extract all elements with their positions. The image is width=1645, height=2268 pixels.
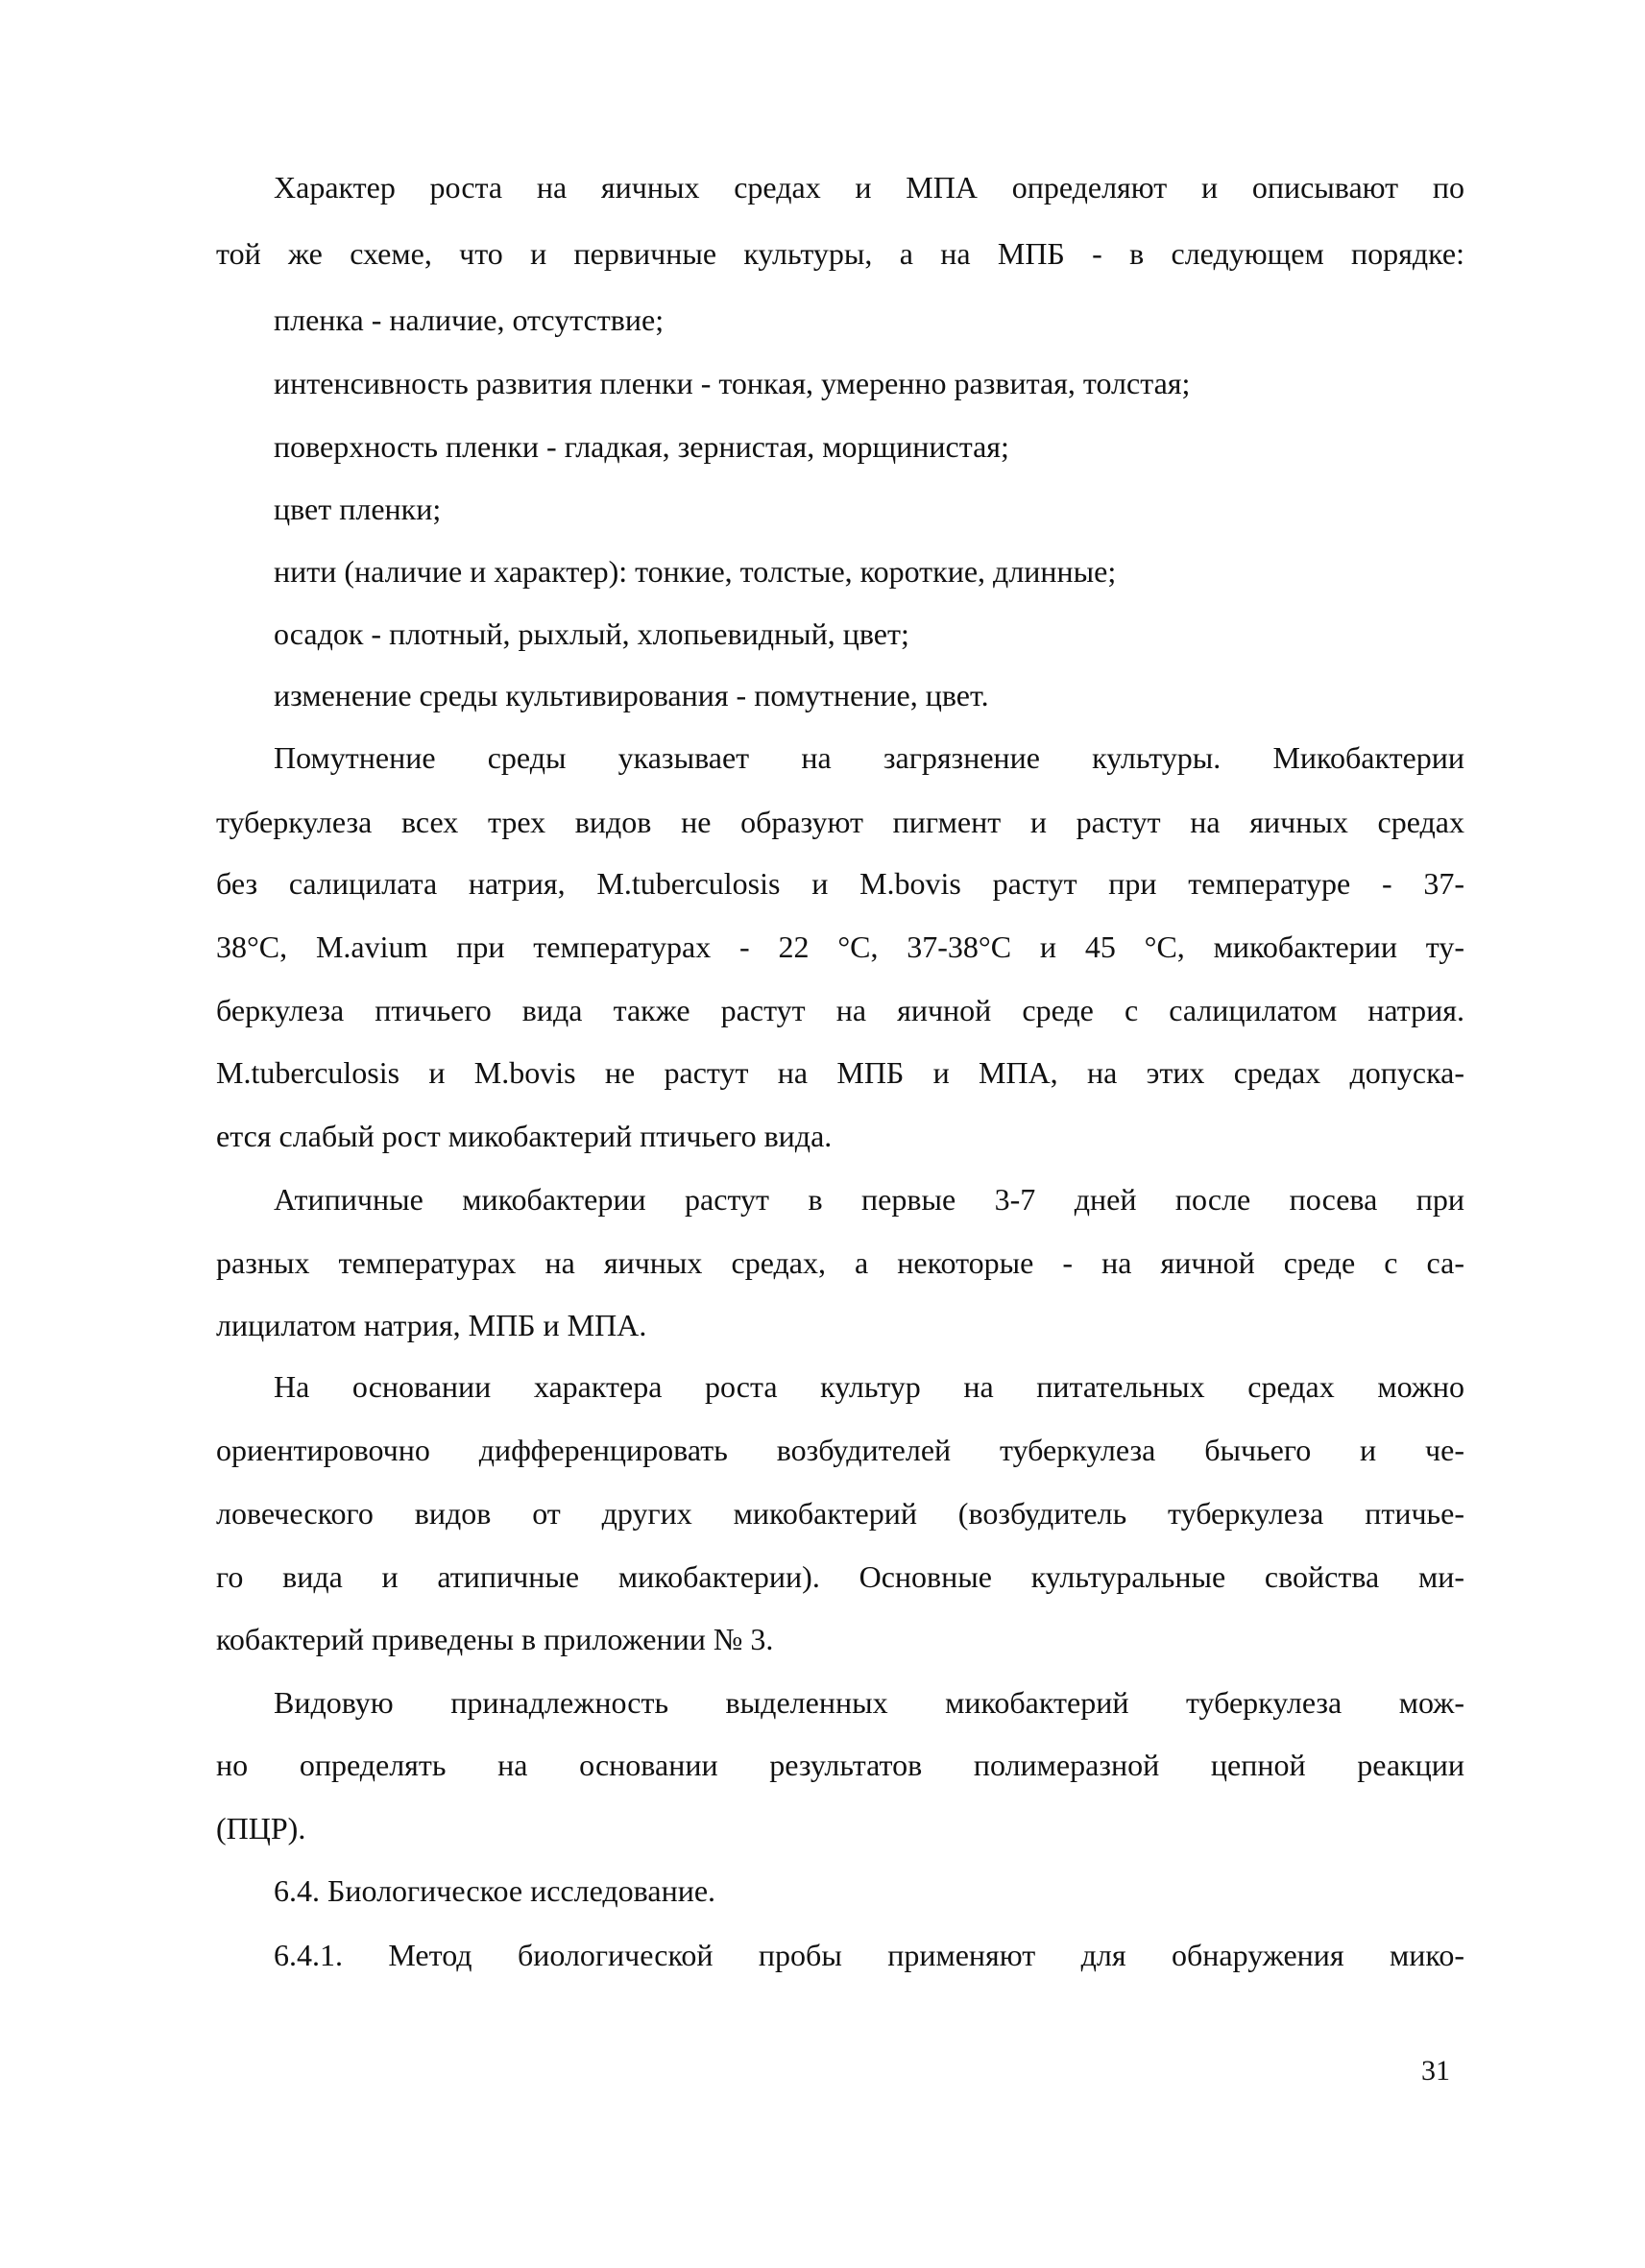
text-line: 38°C, M.avium при температурах - 22 °C, 37-38°C и 45 °C, микобактерии ту- — [216, 929, 1464, 964]
text-line: (ПЦР). — [216, 1811, 306, 1846]
text-line: нити (наличие и характер): тонкие, толстые, короткие, длинные; — [274, 554, 1117, 589]
text-line: туберкулеза всех трех видов не образуют пигмент и растут на яичных средах — [216, 805, 1464, 839]
text-line: поверхность пленки - гладкая, зернистая, морщинистая; — [274, 429, 1009, 464]
text-line: осадок - плотный, рыхлый, хлопьевидный, цвет; — [274, 616, 909, 651]
text-line: без салицилата натрия, M.tuberculosis и M.bovis растут при температуре - 37- — [216, 866, 1464, 901]
text-line: Характер роста на яичных средах и МПА определяют и описывают по — [274, 170, 1464, 205]
text-line: Атипичные микобактерии растут в первые 3-7 дней после посева при — [274, 1182, 1464, 1217]
text-line: цвет пленки; — [274, 492, 442, 526]
text-line: На основании характера роста культур на питательных средах можно — [274, 1369, 1464, 1404]
text-line: Видовую принадлежность выделенных микобактерий туберкулеза мож- — [274, 1685, 1464, 1720]
text-line: изменение среды культивирования - помутнение, цвет. — [274, 678, 989, 712]
text-line: 6.4.1. Метод биологической пробы применяют для обнаружения мико- — [274, 1938, 1464, 1972]
text-line: беркулеза птичьего вида также растут на яичной среде с салицилатом натрия. — [216, 993, 1464, 1027]
text-line: Помутнение среды указывает на загрязнение культуры. Микобактерии — [274, 740, 1464, 775]
text-line: ловеческого видов от других микобактерий (возбудитель туберкулеза птичье- — [216, 1496, 1464, 1531]
text-line: интенсивность развития пленки - тонкая, умеренно развитая, толстая; — [274, 366, 1191, 400]
text-line: лицилатом натрия, МПБ и МПА. — [216, 1308, 647, 1342]
text-line: разных температурах на яичных средах, а некоторые - на яичной среде с са- — [216, 1245, 1464, 1280]
text-line: той же схеме, что и первичные культуры, а на МПБ - в следующем порядке: — [216, 236, 1464, 271]
text-line: M.tuberculosis и M.bovis не растут на МПБ и МПА, на этих средах допуска- — [216, 1055, 1464, 1090]
text-line: ется слабый рост микобактерий птичьего вида. — [216, 1119, 833, 1153]
text-line: но определять на основании результатов полимеразной цепной реакции — [216, 1748, 1464, 1782]
page-number: 31 — [1421, 2055, 1450, 2087]
text-line: го вида и атипичные микобактерии). Основные культуральные свойства ми- — [216, 1559, 1464, 1594]
text-line: кобактерий приведены в приложении № 3. — [216, 1622, 774, 1656]
text-line: ориентировочно дифференцировать возбудителей туберкулеза бычьего и че- — [216, 1433, 1464, 1467]
text-line: пленка - наличие, отсутствие; — [274, 302, 665, 337]
section-heading: 6.4. Биологическое исследование. — [274, 1873, 716, 1908]
